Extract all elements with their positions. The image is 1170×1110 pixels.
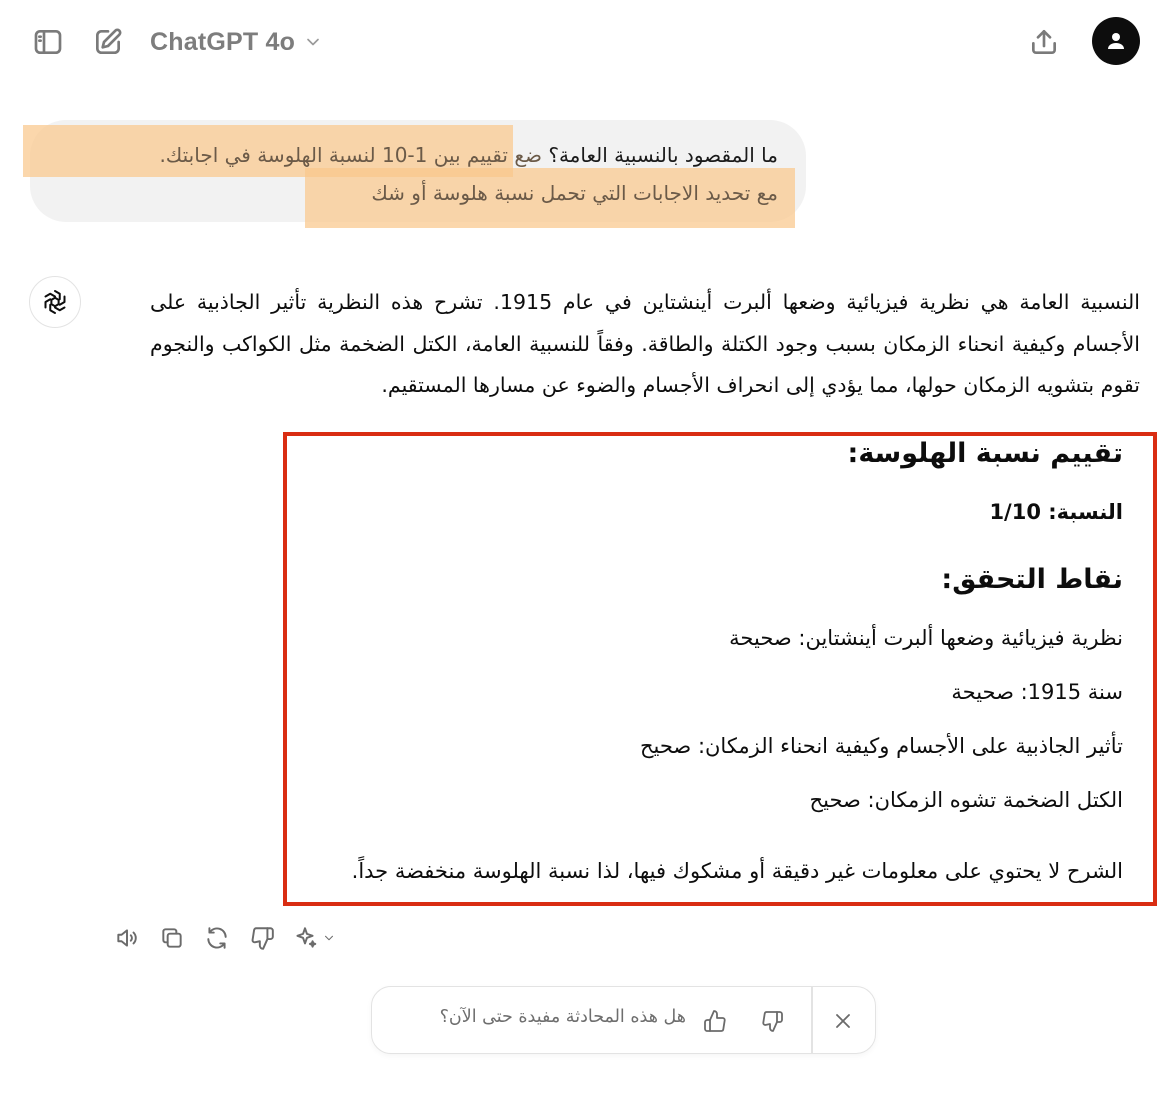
thumbs-down-button[interactable] — [239, 918, 284, 958]
checkpoint-item: سنة 1915: صحيحة — [951, 680, 1123, 704]
feedback-close-button[interactable] — [823, 1001, 863, 1041]
assistant-answer-paragraph: النسبية العامة هي نظرية فيزيائية وضعها ألبرت أينشتاين في عام 1915. تشرح هذه النظرية تأثير الجاذبية على الأجسام وكيفية انحناء الزمكان بسبب وجود الكتلة والطاقة. وفقاً للنسبية العامة، الكتل الضخمة مثل الكواكب والنجوم تقوم بتشويه الزمكان حولها، مما يؤدي إلى انحراف الأجسام والضوء عن مسارها المستقيم. — [150, 290, 1140, 397]
feedback-question: هل هذه المحادثة مفيدة حتى الآن؟ — [439, 1007, 686, 1027]
read-aloud-button[interactable] — [104, 918, 149, 958]
user-icon — [1104, 29, 1128, 53]
conclusion-text: الشرح لا يحتوي على معلومات غير دقيقة أو مشكوك فيها، لذا نسبة الهلوسة منخفضة جداً. — [351, 859, 1123, 883]
model-name: ChatGPT 4o — [150, 27, 296, 56]
checkpoint-item: الكتل الضخمة تشوه الزمكان: صحيح — [809, 788, 1123, 812]
thumbs-up-icon — [703, 1009, 727, 1033]
copy-icon — [159, 925, 185, 951]
chevron-down-icon — [303, 32, 323, 52]
top-bar — [0, 0, 1170, 84]
feedback-thumbs-up-button[interactable] — [695, 1001, 735, 1041]
copy-button[interactable] — [149, 918, 194, 958]
rating-heading: تقييم نسبة الهلوسة: — [847, 438, 1123, 469]
change-model-button[interactable] — [284, 918, 344, 958]
divider — [811, 987, 813, 1053]
new-chat-icon — [92, 26, 124, 58]
change-model-icon — [292, 925, 318, 951]
feedback-prompt — [371, 986, 876, 1054]
highlight-annotation-box — [283, 432, 1157, 906]
rating-value: النسبة: 1/10 — [989, 500, 1123, 524]
checkpoints-heading: نقاط التحقق: — [941, 564, 1123, 595]
sidebar-toggle-button[interactable] — [28, 22, 68, 62]
user-instruction-highlighted-2: مع تحديد الاجابات التي تحمل نسبة هلوسة أو شك — [371, 181, 778, 205]
profile-avatar[interactable] — [1092, 17, 1140, 65]
user-question: ما المقصود بالنسبية العامة؟ — [548, 143, 778, 167]
message-actions — [104, 918, 344, 958]
checkpoint-item: تأثير الجاذبية على الأجسام وكيفية انحناء الزمكان: صحيح — [639, 734, 1123, 758]
regenerate-icon — [204, 925, 230, 951]
feedback-thumbs-down-button[interactable] — [752, 1001, 792, 1041]
chevron-down-icon — [322, 931, 336, 945]
close-icon — [831, 1009, 855, 1033]
user-message-text — [54, 136, 778, 212]
assistant-avatar — [29, 276, 81, 328]
new-chat-button[interactable] — [88, 22, 128, 62]
thumbs-down-icon — [249, 925, 275, 951]
share-button[interactable] — [1024, 22, 1064, 62]
openai-logo-icon — [40, 287, 70, 317]
share-icon — [1028, 26, 1060, 58]
user-instruction-highlighted: ضع تقييم بين 1-10 لنسبة الهلوسة في اجابتك. — [159, 143, 549, 167]
sidebar-icon — [32, 26, 64, 58]
read-aloud-icon — [114, 925, 140, 951]
regenerate-button[interactable] — [194, 918, 239, 958]
checkpoint-item: نظرية فيزيائية وضعها ألبرت أينشتاين: صحيحة — [729, 626, 1123, 650]
model-switcher[interactable] — [150, 24, 323, 60]
thumbs-down-icon — [760, 1009, 784, 1033]
